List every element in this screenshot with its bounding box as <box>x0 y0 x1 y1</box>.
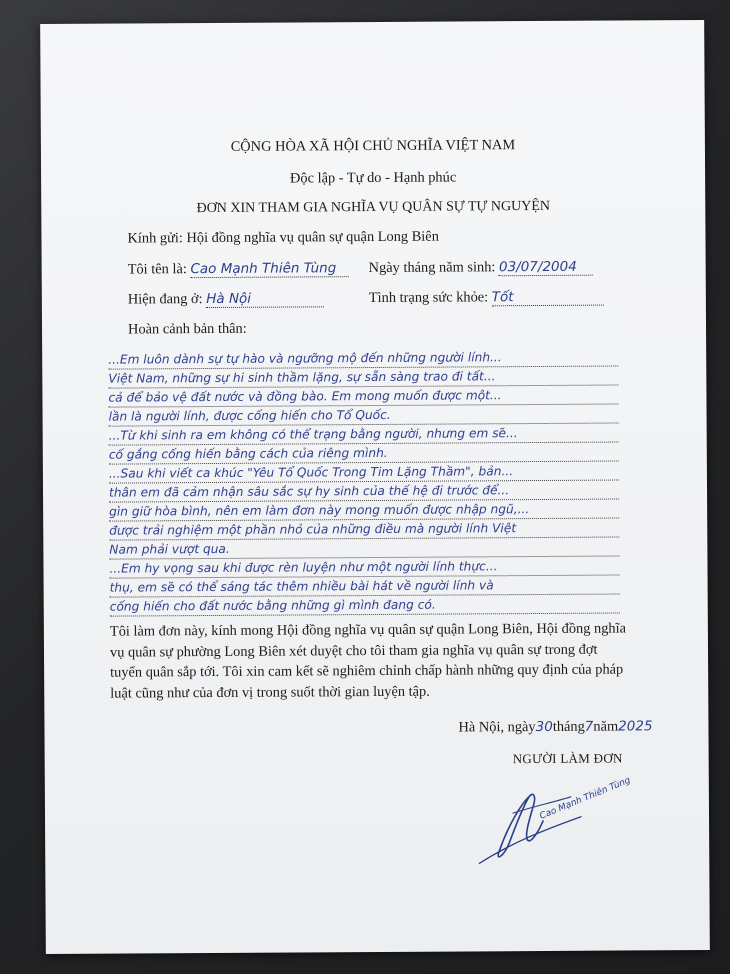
date-year: 2025 <box>618 718 653 735</box>
republic-heading: CỘNG HÒA XÃ HỘI CHỦ NGHĨA VIỆT NAM <box>230 137 516 155</box>
handwritten-line: cố gắng cống hiến bằng cách của riêng mình. <box>109 444 619 465</box>
handwritten-line: ...Sau khi viết ca khúc "Yêu Tổ Quốc Trong Tim Lặng Thầm", bản... <box>109 463 619 484</box>
health-value: Tốt <box>492 289 604 307</box>
date-year-label: năm <box>593 718 619 735</box>
handwritten-line: thân em đã cảm nhận sâu sắc sự hy sinh của thế hệ đi trước để... <box>109 482 619 503</box>
dob-row <box>369 259 593 277</box>
residence-value: Hà Nội <box>206 290 324 308</box>
handwritten-line: ...Từ khi sinh ra em không có thể trạng bằng người, nhưng em sẽ... <box>109 425 619 446</box>
date-day: 30 <box>535 718 553 736</box>
name-value: Cao Mạnh Thiên Tùng <box>190 260 348 278</box>
recipient-value: Hội đồng nghĩa vụ quân sự quận Long Biên <box>186 228 439 247</box>
residence-row <box>128 290 324 308</box>
signature-mark <box>471 772 642 868</box>
health-row <box>369 289 604 307</box>
handwritten-line: Nam phải vượt qua. <box>109 539 619 560</box>
background-label: Hoàn cảnh bản thân: <box>127 320 247 338</box>
signer-title: NGƯỜI LÀM ĐƠN <box>512 750 623 767</box>
date-line <box>458 718 652 736</box>
name-label: Tôi tên là: <box>127 261 187 278</box>
name-row <box>128 260 349 278</box>
closing-paragraph: Tôi làm đơn này, kính mong Hội đồng nghĩa vụ quân sự quận Long Biên, Hội đồng nghĩa vụ quân sự phường Long Biên xét duyệt cho tôi tham gia nghĩa vụ quân sự trong đợt tuyển quân sắp tới. Tôi xin cam kết sẽ nghiêm chỉnh chấp hành những quy định của pháp luật cũng như của đơn vị trong suốt thời gian luyện tập. <box>109 620 627 702</box>
recipient-line <box>127 229 439 248</box>
application-paper <box>40 20 710 954</box>
dob-label: Ngày tháng năm sinh: <box>368 259 496 277</box>
handwritten-line: cống hiến cho đất nước bằng những gì mình đang có. <box>110 596 620 617</box>
document-title: ĐƠN XIN THAM GIA NGHĨA VỤ QUÂN SỰ TỰ NGUYỆN <box>196 198 551 217</box>
dob-value: 03/07/2004 <box>499 259 593 277</box>
recipient-label: Kính gửi: <box>127 230 183 247</box>
date-place: Hà Nội, ngày <box>458 719 536 736</box>
residence-label: Hiện đang ở: <box>127 291 203 308</box>
handwritten-line: cả để bảo vệ đất nước và đồng bào. Em mong muốn được một... <box>108 387 618 408</box>
handwritten-line: thụ, em sẽ có thể sáng tác thêm nhiều bài hát về người lính và <box>110 577 620 598</box>
handwritten-line: lần là người lính, được cống hiến cho Tổ Quốc. <box>109 406 619 427</box>
date-month: 7 <box>584 718 594 735</box>
handwritten-line: ...Em luôn dành sự tự hào và ngưỡng mộ đến những người lính... <box>108 349 618 370</box>
handwritten-line: Việt Nam, những sự hi sinh thầm lặng, sự sẵn sàng trao đi tất... <box>108 368 618 389</box>
signature-name: Cao Mạnh Thiên Tùng <box>538 775 633 822</box>
date-month-label: tháng <box>552 718 585 735</box>
handwritten-line: gìn giữ hòa bình, nên em làm đơn này mong muốn được nhập ngũ,... <box>109 501 619 522</box>
handwritten-line: được trải nghiệm một phần nhỏ của những điều mà người lính Việt <box>109 520 619 541</box>
handwritten-line: ...Em hy vọng sau khi được rèn luyện như một người lính thực... <box>109 558 619 579</box>
motto: Độc lập - Tự do - Hạnh phúc <box>289 169 457 187</box>
health-label: Tình trạng sức khỏe: <box>368 289 489 307</box>
